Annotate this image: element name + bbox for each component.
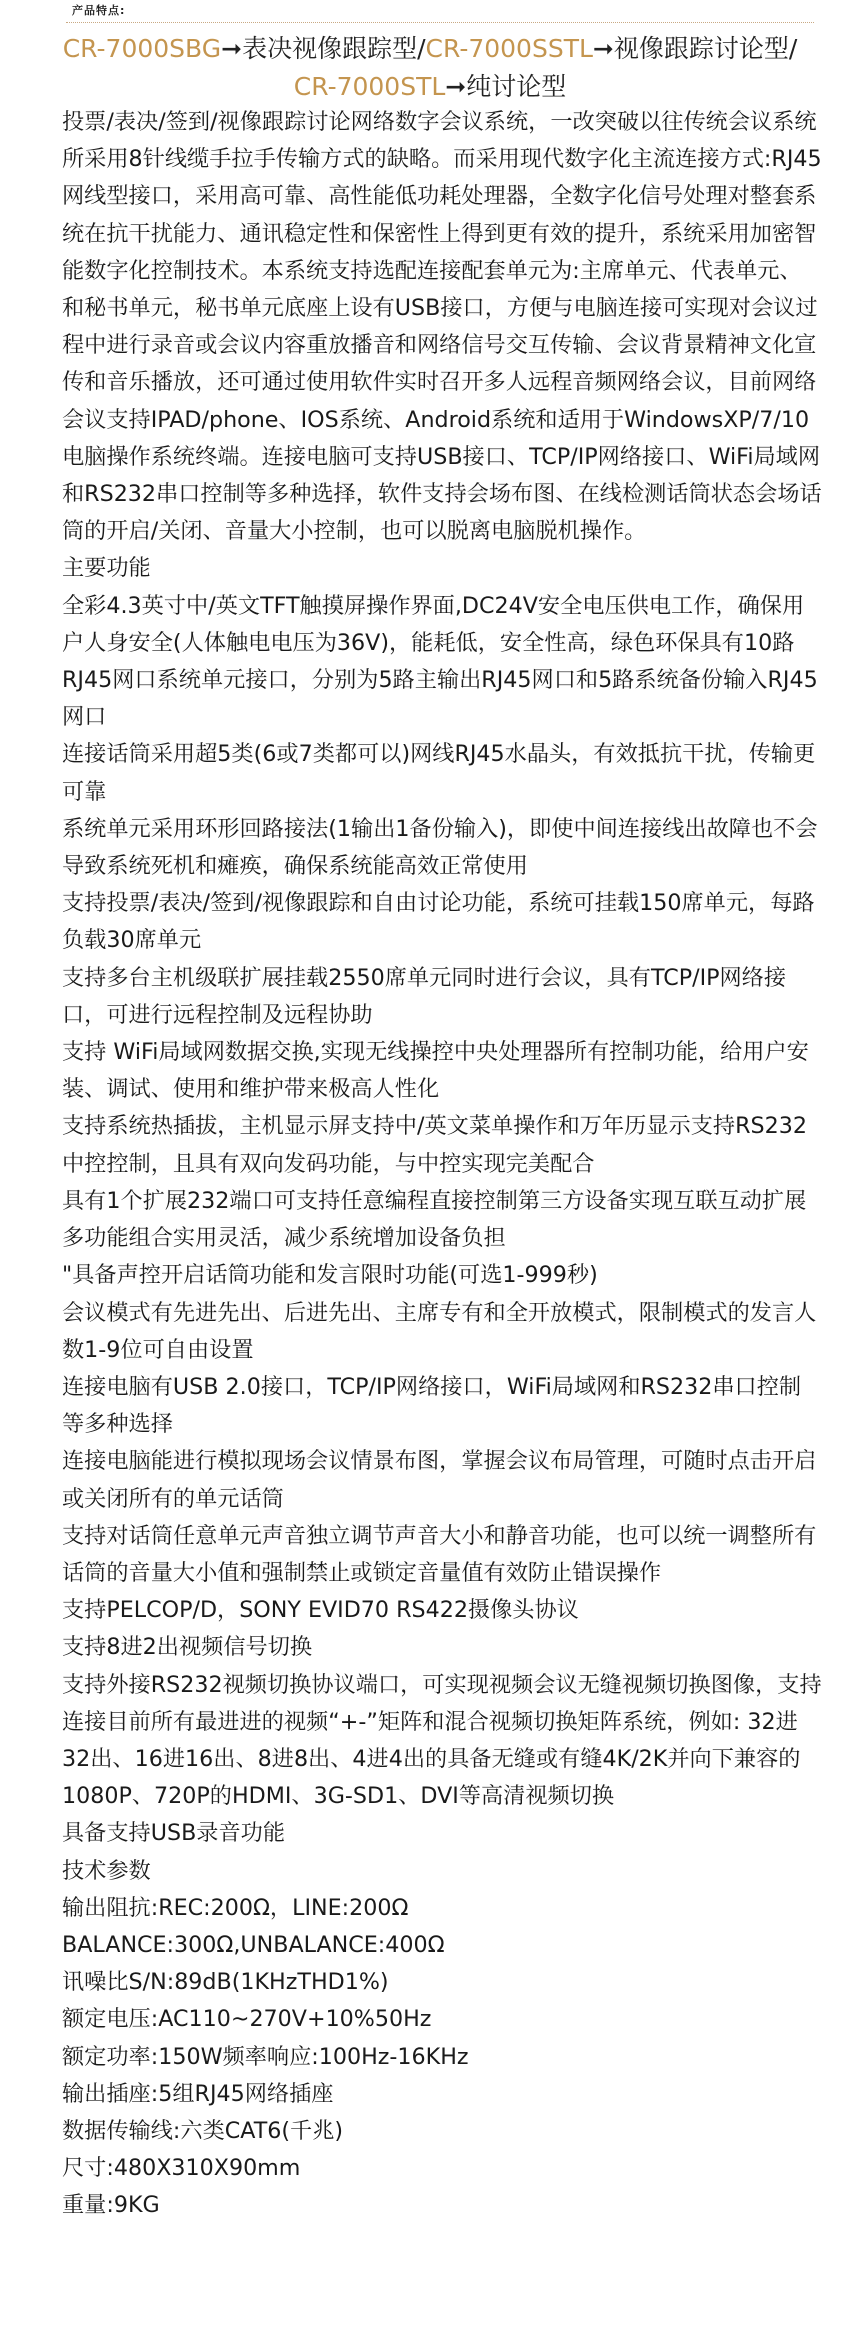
product-title [60, 30, 800, 106]
feature-item: 支持外接RS232视频切换协议端口，可实现视频会议无缝视频切换图像，支持连接目前所有最进进的视频“+-”矩阵和混合视频切换矩阵系统，例如: 32进32出、16进16出、8进8出、4进4出的具备无缝或有缝4K/2K并向下兼容的1080P、720P的HDMI、3G-SD1、DVI等高清视频切换 [62, 1671, 822, 1810]
feature-item: 全彩4.3英寸中/英文TFT触摸屏操作界面,DC24V安全电压供电工作，确保用户人身安全(人体触电电压为36V)，能耗低，安全性高，绿色环保具有10路RJ45网口系统单元接口，分别为5路主输出RJ45网口和5路系统备份输入RJ45网口 [62, 592, 818, 731]
feature-item: 支持PELCOP/D，SONY EVID70 RS422摄像头协议 [62, 1597, 579, 1624]
specs-heading: 技术参数 [62, 1857, 151, 1884]
model-name-sbg: CR-7000SBG [62, 34, 222, 63]
feature-item: 支持多台主机级联扩展挂载2550席单元同时进行会议，具有TCP/IP网络接口，可进行远程控制及远程协助 [62, 964, 787, 1028]
model-desc-stl: ➞纯讨论型 [445, 72, 567, 101]
model-name-stl: CR-7000STL [293, 72, 446, 101]
feature-item: 支持对话筒任意单元声音独立调节声音大小和静音功能，也可以统一调整所有话筒的音量大小值和强制禁止或锁定音量值有效防止错误操作 [62, 1522, 817, 1586]
model-desc-sbg: ➞表决视像跟踪型/ [221, 34, 426, 63]
feature-item: "具备声控开启话筒功能和发言限时功能(可选1-999秒) [62, 1262, 598, 1289]
feature-item: 支持系统热插拔，主机显示屏支持中/英文菜单操作和万年历显示支持RS232中控控制，且具有双向发码功能，与中控实现完美配合 [62, 1113, 807, 1177]
model-desc-sstl: ➞视像跟踪讨论型/ [592, 34, 798, 63]
features-heading: 主要功能 [62, 555, 151, 582]
feature-item: 连接话筒采用超5类(6或7类都可以)网线RJ45水晶头，有效抵抗干扰，传输更可靠 [62, 741, 816, 805]
spec-item: 尺寸:480X310X90mm [62, 2155, 301, 2182]
feature-item: 连接电脑能进行模拟现场会议情景布图，掌握会议布局管理，可随时点击开启或关闭所有的单元话筒 [62, 1448, 817, 1512]
feature-item: 支持投票/表决/签到/视像跟踪和自由讨论功能，系统可挂载150席单元，每路负载30席单元 [62, 890, 815, 954]
feature-item: 连接电脑有USB 2.0接口，TCP/IP网络接口，WiFi局域网和RS232串口控制等多种选择 [62, 1373, 802, 1438]
spec-item: 额定电压:AC110~270V+10%50Hz [62, 2006, 432, 2033]
feature-item: 具有1个扩展232端口可支持任意编程直接控制第三方设备实现互联互动扩展多功能组合实用灵活，减少系统增加设备负担 [62, 1187, 807, 1252]
feature-item: 会议模式有先进先出、后进先出、主席专有和全开放模式，限制模式的发言人数1-9位可自由设置 [62, 1299, 817, 1363]
feature-item: 支持 WiFi局域网数据交换,实现无线操控中央处理器所有控制功能，给用户安装、调试、使用和维护带来极高人性化 [62, 1039, 809, 1103]
dotted-divider [66, 22, 814, 23]
spec-item: BALANCE:300Ω,UNBALANCE:400Ω [62, 1931, 445, 1958]
model-name-sstl: CR-7000SSTL [425, 34, 593, 63]
product-description [62, 104, 822, 2225]
feature-item: 具备支持USB录音功能 [62, 1820, 286, 1847]
spec-item: 额定功率:150W频率响应:100Hz-16KHz [62, 2043, 469, 2070]
feature-item: 支持8进2出视频信号切换 [62, 1634, 313, 1661]
section-label: 产品特点: [72, 4, 126, 17]
feature-item: 系统单元采用环形回路接法(1输出1备份输入)，即使中间连接线出故障也不会导致系统死机和瘫痪，确保系统能高效正常使用 [62, 815, 818, 880]
spec-item: 输出阻抗:REC:200Ω，LINE:200Ω [62, 1894, 409, 1921]
spec-item: 讯噪比S/N:89dB(1KHzTHD1%) [62, 1969, 389, 1996]
spec-item: 重量:9KG [62, 2192, 160, 2219]
intro-paragraph: 投票/表决/签到/视像跟踪讨论网络数字会议系统，一改突破以往传统会议系统所采用8针线缆手拉手传输方式的缺略。而采用现代数字化主流连接方式:RJ45网线型接口，采用高可靠、高性能低功耗处理器，全数字化信号处理对整套系统在抗干扰能力、通讯稳定性和保密性上得到更有效的提升，系统采用加密智能数字化控制技术。本系统支持选配连接配套单元为:主席单元、代表单元、和秘书单元，秘书单元底座上设有USB接口，方便与电脑连接可实现对会议过程中进行录音或会议内容重放播音和网络信号交互传输、会议背景精神文化宣传和音乐播放，还可通过使用软件实时召开多人远程音频网络会议，目前网络会议支持IPAD/phone、IOS系统、Android系统和适用于WindowsXP/7/10电脑操作系统终端。连接电脑可支持USB接口、TCP/IP网络接口、WiFi局域网和RS232串口控制等多种选择，软件支持会场布图、在线检测话筒状态会场话筒的开启/关闭、音量大小控制，也可以脱离电脑脱机操作。 [62, 109, 822, 545]
spec-item: 输出插座:5组RJ45网络插座 [62, 2080, 334, 2107]
spec-item: 数据传输线:六类CAT6(千兆) [62, 2117, 344, 2144]
